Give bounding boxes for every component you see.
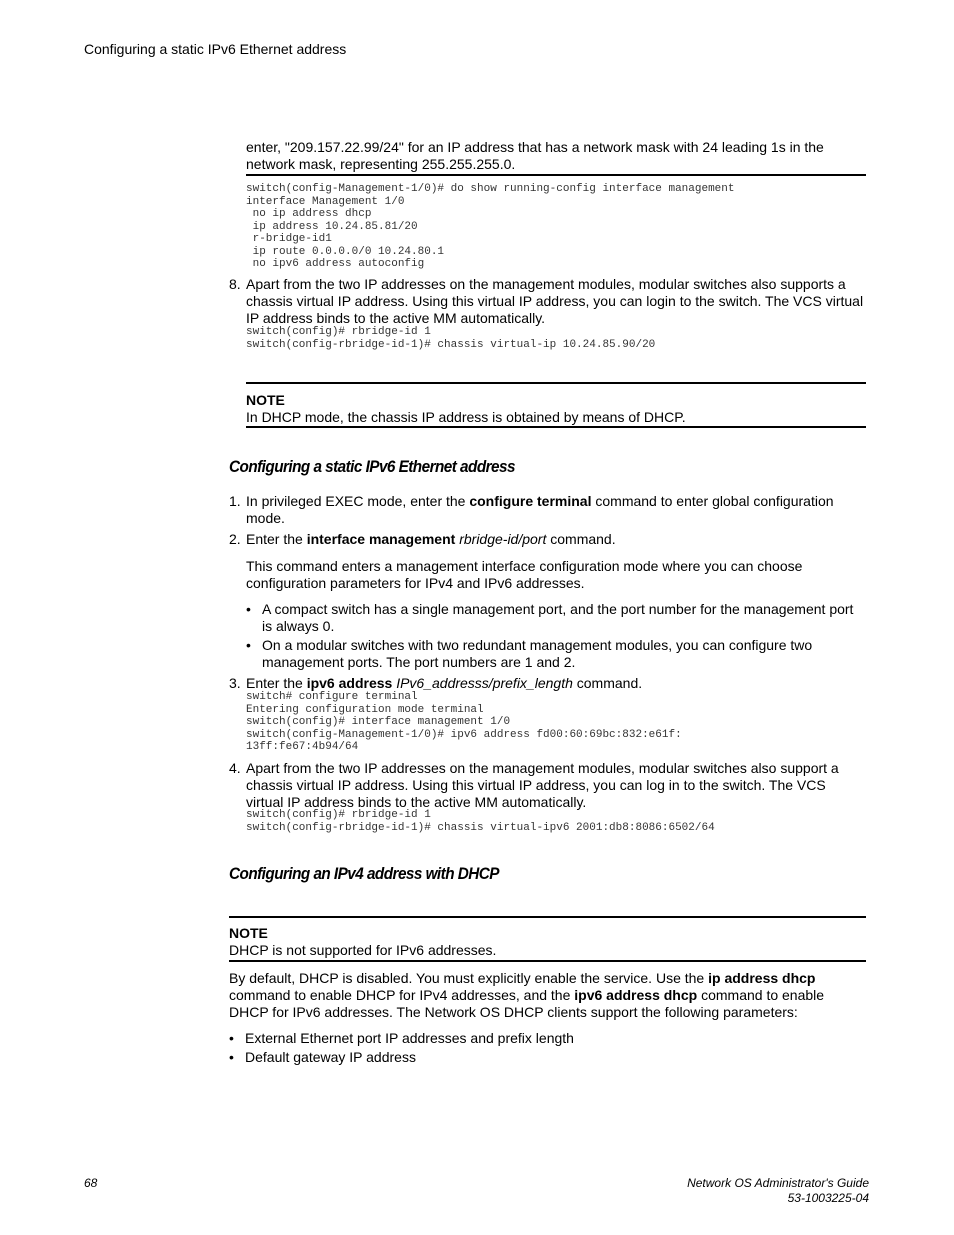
bullet-marker: •: [229, 1049, 234, 1065]
bullet-marker: •: [246, 637, 251, 653]
footer-doc-number: 53-1003225-04: [787, 1191, 869, 1205]
step-number-2: 2.: [229, 531, 241, 547]
note-rule-bottom: [229, 960, 866, 962]
step-2-text: Enter the interface management rbridge-id/port command.: [246, 531, 616, 547]
running-header: Configuring a static IPv6 Ethernet address: [84, 41, 347, 57]
step-number-3: 3.: [229, 675, 241, 691]
dhcp-paragraph: By default, DHCP is disabled. You must explicitly enable the service. Use the ip address dhcp command to enable DHCP for IPv4 addresses, and the ipv6 address dhcp command to enable DHCP for IPv6 addresses. The Network OS DHCP clients support the following parameters:: [229, 970, 825, 1020]
note-text: In DHCP mode, the chassis IP address is obtained by means of DHCP.: [246, 409, 686, 425]
step-number-4: 4.: [229, 760, 241, 776]
note-label: NOTE: [229, 925, 268, 941]
step-number-8: 8.: [229, 276, 241, 292]
bullet-item: External Ethernet port IP addresses and prefix length: [245, 1030, 574, 1046]
code-block-virtual-ip: switch(config)# rbridge-id 1 switch(config-rbridge-id-1)# chassis virtual-ip 10.24.85.90/20: [246, 326, 656, 351]
note-label: NOTE: [246, 392, 285, 408]
step-1-text: In privileged EXEC mode, enter the configure terminal command to enter global configuration mode.: [246, 493, 834, 526]
footer-guide-title: Network OS Administrator's Guide: [687, 1176, 869, 1190]
bullet-item: On a modular switches with two redundant management modules, you can configure two management ports. The port numbers are 1 and 2.: [262, 637, 813, 670]
section-heading-static-ipv6: Configuring a static IPv6 Ethernet address: [229, 457, 515, 476]
step-2-description: This command enters a management interface configuration mode where you can choose configuration parameters for IPv4 and IPv6 addresses.: [246, 558, 803, 591]
note-rule-top: [246, 382, 866, 384]
step-4-text: Apart from the two IP addresses on the management modules, modular switches also support a chassis virtual IP address. Using this virtual IP address, you can log in to the switch. The VCS virtual IP address binds to the active MM automatically.: [246, 760, 839, 810]
note-rule-bottom: [246, 426, 866, 428]
intro-paragraph: enter, "209.157.22.99/24" for an IP address that has a network mask with 24 leading 1s in the network mask, representing 255.255.255.0.: [246, 139, 824, 172]
page-number: 68: [84, 1176, 98, 1190]
bullet-marker: •: [229, 1030, 234, 1046]
code-block-running-config: switch(config-Management-1/0)# do show running-config interface management interface Management 1/0 no ip address dhcp ip address 10.24.85.81/20 r-bridge-id1 ip route 0.0.0.0/0 10.24.80.1 no ipv6 address autoconfig: [246, 183, 735, 270]
code-block-virtual-ipv6: switch(config)# rbridge-id 1 switch(config-rbridge-id-1)# chassis virtual-ipv6 2001:db8:8086:6502/64: [246, 809, 715, 834]
section-heading-ipv4-dhcp: Configuring an IPv4 address with DHCP: [229, 864, 499, 883]
step-number-1: 1.: [229, 493, 241, 509]
code-block-ipv6-address: switch# configure terminal Entering configuration mode terminal switch(config)# interface management 1/0 switch(config-Management-1/0)# ipv6 address fd00:60:69bc:832:e61f: 13ff:fe67:4b94/64: [246, 691, 682, 753]
bullet-item: A compact switch has a single management port, and the port number for the management port is always 0.: [262, 601, 854, 634]
note-rule-top: [229, 916, 866, 918]
step-3-text: Enter the ipv6 address IPv6_addresss/prefix_length command.: [246, 675, 643, 691]
bullet-item: Default gateway IP address: [245, 1049, 416, 1065]
bullet-marker: •: [246, 601, 251, 617]
step-8-text: Apart from the two IP addresses on the management modules, modular switches also supports a chassis virtual IP address. Using this virtual IP address, you can login to the switch. The VCS virtual IP address binds to the active MM automatically.: [246, 276, 864, 326]
note-text: DHCP is not supported for IPv6 addresses.: [229, 942, 497, 958]
code-rule-top: [246, 174, 866, 176]
